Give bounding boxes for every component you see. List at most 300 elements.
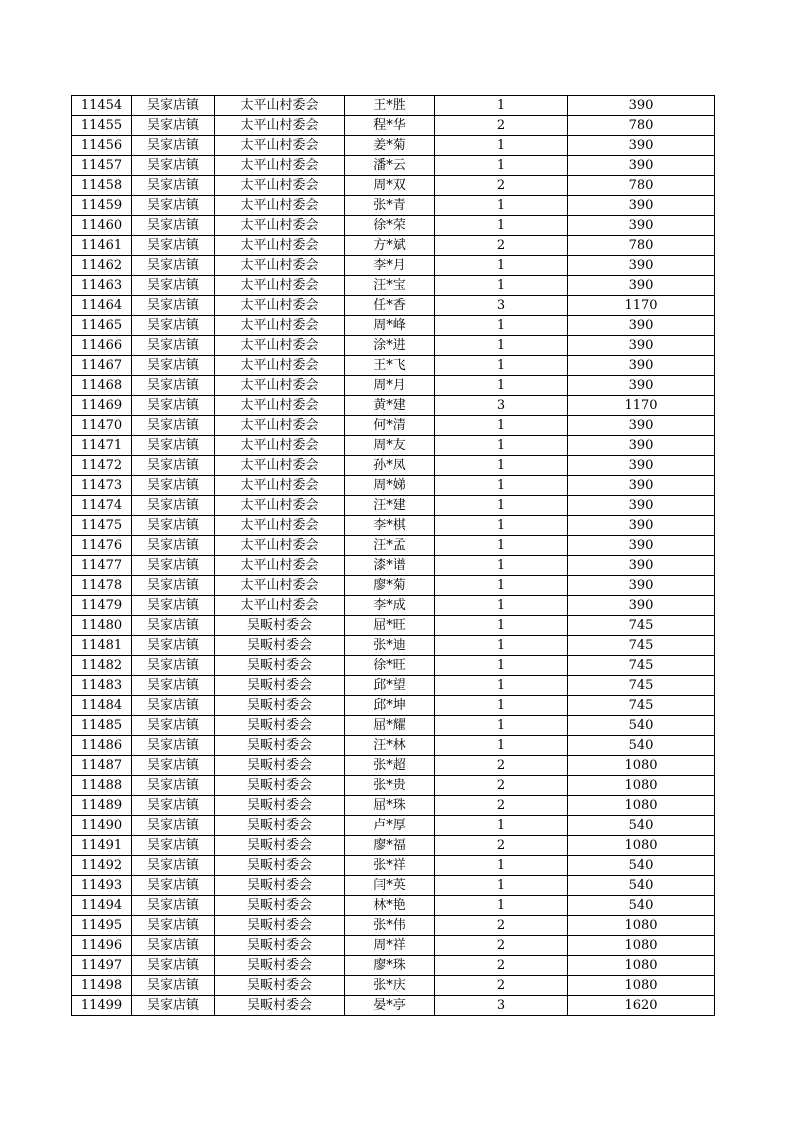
town-cell: 吴家店镇 <box>132 256 215 276</box>
village-committee-cell: 太平山村委会 <box>215 196 345 216</box>
data-table <box>71 95 715 1016</box>
town-cell: 吴家店镇 <box>132 876 215 896</box>
amount-cell: 1170 <box>568 296 715 316</box>
village-committee-cell: 吴畈村委会 <box>215 856 345 876</box>
count-cell: 2 <box>435 796 568 816</box>
village-committee-cell: 吴畈村委会 <box>215 876 345 896</box>
row-number-cell: 11479 <box>72 596 132 616</box>
row-number-cell: 11499 <box>72 996 132 1016</box>
amount-cell: 390 <box>568 556 715 576</box>
person-name-cell: 晏*亭 <box>345 996 435 1016</box>
count-cell: 1 <box>435 336 568 356</box>
person-name-cell: 张*伟 <box>345 916 435 936</box>
person-name-cell: 漆*谱 <box>345 556 435 576</box>
table-row <box>72 556 715 576</box>
table-row <box>72 396 715 416</box>
row-number-cell: 11492 <box>72 856 132 876</box>
table-row <box>72 516 715 536</box>
row-number-cell: 11468 <box>72 376 132 396</box>
town-cell: 吴家店镇 <box>132 976 215 996</box>
amount-cell: 390 <box>568 356 715 376</box>
count-cell: 2 <box>435 116 568 136</box>
row-number-cell: 11484 <box>72 696 132 716</box>
town-cell: 吴家店镇 <box>132 436 215 456</box>
amount-cell: 780 <box>568 236 715 256</box>
row-number-cell: 11480 <box>72 616 132 636</box>
amount-cell: 390 <box>568 576 715 596</box>
amount-cell: 540 <box>568 816 715 836</box>
amount-cell: 745 <box>568 656 715 676</box>
count-cell: 1 <box>435 256 568 276</box>
row-number-cell: 11456 <box>72 136 132 156</box>
table-row <box>72 676 715 696</box>
table-row <box>72 656 715 676</box>
count-cell: 1 <box>435 276 568 296</box>
amount-cell: 1080 <box>568 936 715 956</box>
town-cell: 吴家店镇 <box>132 396 215 416</box>
village-committee-cell: 太平山村委会 <box>215 96 345 116</box>
person-name-cell: 张*祥 <box>345 856 435 876</box>
town-cell: 吴家店镇 <box>132 756 215 776</box>
table-row <box>72 816 715 836</box>
table-row <box>72 216 715 236</box>
town-cell: 吴家店镇 <box>132 456 215 476</box>
village-committee-cell: 太平山村委会 <box>215 296 345 316</box>
count-cell: 2 <box>435 176 568 196</box>
town-cell: 吴家店镇 <box>132 816 215 836</box>
person-name-cell: 周*娣 <box>345 476 435 496</box>
amount-cell: 390 <box>568 216 715 236</box>
amount-cell: 390 <box>568 96 715 116</box>
person-name-cell: 孙*凤 <box>345 456 435 476</box>
person-name-cell: 张*贵 <box>345 776 435 796</box>
count-cell: 1 <box>435 376 568 396</box>
town-cell: 吴家店镇 <box>132 236 215 256</box>
table-row <box>72 796 715 816</box>
count-cell: 1 <box>435 356 568 376</box>
count-cell: 1 <box>435 216 568 236</box>
town-cell: 吴家店镇 <box>132 836 215 856</box>
table-row <box>72 496 715 516</box>
row-number-cell: 11485 <box>72 716 132 736</box>
town-cell: 吴家店镇 <box>132 116 215 136</box>
town-cell: 吴家店镇 <box>132 356 215 376</box>
table-row <box>72 236 715 256</box>
village-committee-cell: 吴畈村委会 <box>215 716 345 736</box>
table-row <box>72 476 715 496</box>
person-name-cell: 张*迪 <box>345 636 435 656</box>
table-body <box>72 96 715 1016</box>
row-number-cell: 11491 <box>72 836 132 856</box>
table-row <box>72 936 715 956</box>
town-cell: 吴家店镇 <box>132 416 215 436</box>
row-number-cell: 11481 <box>72 636 132 656</box>
row-number-cell: 11497 <box>72 956 132 976</box>
count-cell: 2 <box>435 776 568 796</box>
village-committee-cell: 吴畈村委会 <box>215 896 345 916</box>
person-name-cell: 周*峰 <box>345 316 435 336</box>
table-row <box>72 336 715 356</box>
village-committee-cell: 太平山村委会 <box>215 596 345 616</box>
count-cell: 2 <box>435 956 568 976</box>
town-cell: 吴家店镇 <box>132 856 215 876</box>
table-row <box>72 536 715 556</box>
count-cell: 1 <box>435 596 568 616</box>
amount-cell: 390 <box>568 376 715 396</box>
town-cell: 吴家店镇 <box>132 676 215 696</box>
count-cell: 1 <box>435 436 568 456</box>
row-number-cell: 11494 <box>72 896 132 916</box>
person-name-cell: 李*月 <box>345 256 435 276</box>
count-cell: 1 <box>435 516 568 536</box>
count-cell: 1 <box>435 476 568 496</box>
row-number-cell: 11469 <box>72 396 132 416</box>
amount-cell: 1080 <box>568 836 715 856</box>
count-cell: 3 <box>435 996 568 1016</box>
table-row <box>72 856 715 876</box>
town-cell: 吴家店镇 <box>132 736 215 756</box>
count-cell: 1 <box>435 576 568 596</box>
amount-cell: 745 <box>568 616 715 636</box>
amount-cell: 745 <box>568 696 715 716</box>
person-name-cell: 林*艳 <box>345 896 435 916</box>
person-name-cell: 王*飞 <box>345 356 435 376</box>
count-cell: 2 <box>435 916 568 936</box>
table-row <box>72 916 715 936</box>
count-cell: 2 <box>435 756 568 776</box>
table-row <box>72 876 715 896</box>
village-committee-cell: 太平山村委会 <box>215 236 345 256</box>
town-cell: 吴家店镇 <box>132 796 215 816</box>
table-row <box>72 296 715 316</box>
person-name-cell: 涂*进 <box>345 336 435 356</box>
count-cell: 1 <box>435 716 568 736</box>
amount-cell: 390 <box>568 536 715 556</box>
person-name-cell: 邱*坤 <box>345 696 435 716</box>
village-committee-cell: 吴畈村委会 <box>215 956 345 976</box>
count-cell: 2 <box>435 976 568 996</box>
town-cell: 吴家店镇 <box>132 156 215 176</box>
amount-cell: 390 <box>568 496 715 516</box>
village-committee-cell: 太平山村委会 <box>215 336 345 356</box>
amount-cell: 390 <box>568 476 715 496</box>
person-name-cell: 卢*厚 <box>345 816 435 836</box>
amount-cell: 745 <box>568 676 715 696</box>
village-committee-cell: 太平山村委会 <box>215 516 345 536</box>
town-cell: 吴家店镇 <box>132 516 215 536</box>
amount-cell: 1080 <box>568 916 715 936</box>
village-committee-cell: 太平山村委会 <box>215 156 345 176</box>
amount-cell: 540 <box>568 716 715 736</box>
count-cell: 2 <box>435 836 568 856</box>
person-name-cell: 李*成 <box>345 596 435 616</box>
count-cell: 1 <box>435 536 568 556</box>
amount-cell: 390 <box>568 336 715 356</box>
table-row <box>72 316 715 336</box>
amount-cell: 540 <box>568 736 715 756</box>
amount-cell: 1080 <box>568 796 715 816</box>
count-cell: 1 <box>435 316 568 336</box>
row-number-cell: 11462 <box>72 256 132 276</box>
person-name-cell: 徐*荣 <box>345 216 435 236</box>
row-number-cell: 11488 <box>72 776 132 796</box>
person-name-cell: 周*月 <box>345 376 435 396</box>
town-cell: 吴家店镇 <box>132 536 215 556</box>
table-row <box>72 596 715 616</box>
count-cell: 1 <box>435 676 568 696</box>
table-row <box>72 276 715 296</box>
table-row <box>72 736 715 756</box>
count-cell: 1 <box>435 616 568 636</box>
amount-cell: 390 <box>568 276 715 296</box>
table-row <box>72 896 715 916</box>
table-row <box>72 356 715 376</box>
amount-cell: 390 <box>568 196 715 216</box>
row-number-cell: 11478 <box>72 576 132 596</box>
amount-cell: 540 <box>568 876 715 896</box>
row-number-cell: 11490 <box>72 816 132 836</box>
village-committee-cell: 太平山村委会 <box>215 416 345 436</box>
table-row <box>72 456 715 476</box>
count-cell: 1 <box>435 816 568 836</box>
row-number-cell: 11463 <box>72 276 132 296</box>
town-cell: 吴家店镇 <box>132 696 215 716</box>
village-committee-cell: 吴畈村委会 <box>215 836 345 856</box>
table-row <box>72 636 715 656</box>
row-number-cell: 11482 <box>72 656 132 676</box>
row-number-cell: 11472 <box>72 456 132 476</box>
amount-cell: 390 <box>568 136 715 156</box>
count-cell: 1 <box>435 856 568 876</box>
table-row <box>72 256 715 276</box>
count-cell: 2 <box>435 936 568 956</box>
person-name-cell: 汪*林 <box>345 736 435 756</box>
amount-cell: 390 <box>568 456 715 476</box>
village-committee-cell: 太平山村委会 <box>215 316 345 336</box>
person-name-cell: 李*棋 <box>345 516 435 536</box>
village-committee-cell: 吴畈村委会 <box>215 916 345 936</box>
village-committee-cell: 吴畈村委会 <box>215 936 345 956</box>
table-row <box>72 756 715 776</box>
table-row <box>72 996 715 1016</box>
row-number-cell: 11457 <box>72 156 132 176</box>
town-cell: 吴家店镇 <box>132 936 215 956</box>
amount-cell: 1620 <box>568 996 715 1016</box>
village-committee-cell: 太平山村委会 <box>215 136 345 156</box>
village-committee-cell: 太平山村委会 <box>215 396 345 416</box>
town-cell: 吴家店镇 <box>132 956 215 976</box>
count-cell: 1 <box>435 556 568 576</box>
amount-cell: 390 <box>568 256 715 276</box>
village-committee-cell: 太平山村委会 <box>215 256 345 276</box>
amount-cell: 390 <box>568 436 715 456</box>
person-name-cell: 汪*宝 <box>345 276 435 296</box>
row-number-cell: 11467 <box>72 356 132 376</box>
village-committee-cell: 吴畈村委会 <box>215 796 345 816</box>
row-number-cell: 11475 <box>72 516 132 536</box>
table-row <box>72 196 715 216</box>
count-cell: 1 <box>435 196 568 216</box>
village-committee-cell: 太平山村委会 <box>215 436 345 456</box>
person-name-cell: 廖*珠 <box>345 956 435 976</box>
town-cell: 吴家店镇 <box>132 656 215 676</box>
count-cell: 1 <box>435 636 568 656</box>
count-cell: 3 <box>435 296 568 316</box>
person-name-cell: 潘*云 <box>345 156 435 176</box>
count-cell: 1 <box>435 736 568 756</box>
count-cell: 1 <box>435 896 568 916</box>
amount-cell: 390 <box>568 596 715 616</box>
table-row <box>72 436 715 456</box>
person-name-cell: 屈*耀 <box>345 716 435 736</box>
count-cell: 1 <box>435 96 568 116</box>
row-number-cell: 11455 <box>72 116 132 136</box>
town-cell: 吴家店镇 <box>132 636 215 656</box>
town-cell: 吴家店镇 <box>132 576 215 596</box>
row-number-cell: 11460 <box>72 216 132 236</box>
town-cell: 吴家店镇 <box>132 336 215 356</box>
table-row <box>72 176 715 196</box>
table-row <box>72 956 715 976</box>
table-row <box>72 836 715 856</box>
person-name-cell: 汪*孟 <box>345 536 435 556</box>
table-row <box>72 696 715 716</box>
person-name-cell: 王*胜 <box>345 96 435 116</box>
village-committee-cell: 太平山村委会 <box>215 216 345 236</box>
village-committee-cell: 吴畈村委会 <box>215 696 345 716</box>
table-row <box>72 376 715 396</box>
person-name-cell: 周*祥 <box>345 936 435 956</box>
village-committee-cell: 吴畈村委会 <box>215 636 345 656</box>
amount-cell: 390 <box>568 516 715 536</box>
table-row <box>72 776 715 796</box>
amount-cell: 540 <box>568 896 715 916</box>
town-cell: 吴家店镇 <box>132 296 215 316</box>
count-cell: 2 <box>435 236 568 256</box>
town-cell: 吴家店镇 <box>132 316 215 336</box>
town-cell: 吴家店镇 <box>132 276 215 296</box>
amount-cell: 1080 <box>568 776 715 796</box>
row-number-cell: 11464 <box>72 296 132 316</box>
row-number-cell: 11487 <box>72 756 132 776</box>
village-committee-cell: 太平山村委会 <box>215 376 345 396</box>
village-committee-cell: 吴畈村委会 <box>215 756 345 776</box>
count-cell: 1 <box>435 876 568 896</box>
town-cell: 吴家店镇 <box>132 916 215 936</box>
row-number-cell: 11471 <box>72 436 132 456</box>
person-name-cell: 姜*菊 <box>345 136 435 156</box>
amount-cell: 1080 <box>568 956 715 976</box>
village-committee-cell: 吴畈村委会 <box>215 976 345 996</box>
count-cell: 1 <box>435 136 568 156</box>
town-cell: 吴家店镇 <box>132 596 215 616</box>
village-committee-cell: 吴畈村委会 <box>215 736 345 756</box>
town-cell: 吴家店镇 <box>132 896 215 916</box>
count-cell: 3 <box>435 396 568 416</box>
row-number-cell: 11454 <box>72 96 132 116</box>
person-name-cell: 屈*珠 <box>345 796 435 816</box>
town-cell: 吴家店镇 <box>132 196 215 216</box>
town-cell: 吴家店镇 <box>132 136 215 156</box>
row-number-cell: 11465 <box>72 316 132 336</box>
amount-cell: 390 <box>568 316 715 336</box>
table-row <box>72 976 715 996</box>
row-number-cell: 11473 <box>72 476 132 496</box>
table-row <box>72 416 715 436</box>
village-committee-cell: 吴畈村委会 <box>215 776 345 796</box>
person-name-cell: 张*青 <box>345 196 435 216</box>
row-number-cell: 11458 <box>72 176 132 196</box>
row-number-cell: 11466 <box>72 336 132 356</box>
person-name-cell: 程*华 <box>345 116 435 136</box>
row-number-cell: 11496 <box>72 936 132 956</box>
amount-cell: 745 <box>568 636 715 656</box>
village-committee-cell: 太平山村委会 <box>215 536 345 556</box>
row-number-cell: 11470 <box>72 416 132 436</box>
village-committee-cell: 吴畈村委会 <box>215 616 345 636</box>
town-cell: 吴家店镇 <box>132 476 215 496</box>
person-name-cell: 何*清 <box>345 416 435 436</box>
town-cell: 吴家店镇 <box>132 776 215 796</box>
person-name-cell: 张*庆 <box>345 976 435 996</box>
village-committee-cell: 太平山村委会 <box>215 476 345 496</box>
town-cell: 吴家店镇 <box>132 616 215 636</box>
row-number-cell: 11461 <box>72 236 132 256</box>
row-number-cell: 11477 <box>72 556 132 576</box>
count-cell: 1 <box>435 496 568 516</box>
amount-cell: 1080 <box>568 756 715 776</box>
town-cell: 吴家店镇 <box>132 496 215 516</box>
person-name-cell: 黄*建 <box>345 396 435 416</box>
village-committee-cell: 吴畈村委会 <box>215 676 345 696</box>
town-cell: 吴家店镇 <box>132 96 215 116</box>
village-committee-cell: 太平山村委会 <box>215 276 345 296</box>
village-committee-cell: 太平山村委会 <box>215 556 345 576</box>
table-row <box>72 116 715 136</box>
amount-cell: 1170 <box>568 396 715 416</box>
amount-cell: 780 <box>568 176 715 196</box>
person-name-cell: 张*超 <box>345 756 435 776</box>
row-number-cell: 11474 <box>72 496 132 516</box>
amount-cell: 780 <box>568 116 715 136</box>
town-cell: 吴家店镇 <box>132 376 215 396</box>
person-name-cell: 闫*英 <box>345 876 435 896</box>
village-committee-cell: 太平山村委会 <box>215 356 345 376</box>
row-number-cell: 11483 <box>72 676 132 696</box>
person-name-cell: 廖*福 <box>345 836 435 856</box>
row-number-cell: 11498 <box>72 976 132 996</box>
village-committee-cell: 太平山村委会 <box>215 116 345 136</box>
person-name-cell: 邱*望 <box>345 676 435 696</box>
village-committee-cell: 太平山村委会 <box>215 576 345 596</box>
row-number-cell: 11489 <box>72 796 132 816</box>
count-cell: 1 <box>435 416 568 436</box>
count-cell: 1 <box>435 156 568 176</box>
count-cell: 1 <box>435 696 568 716</box>
person-name-cell: 汪*建 <box>345 496 435 516</box>
count-cell: 1 <box>435 656 568 676</box>
person-name-cell: 屈*旺 <box>345 616 435 636</box>
table-row <box>72 616 715 636</box>
village-committee-cell: 吴畈村委会 <box>215 656 345 676</box>
person-name-cell: 周*双 <box>345 176 435 196</box>
table-row <box>72 96 715 116</box>
row-number-cell: 11486 <box>72 736 132 756</box>
row-number-cell: 11476 <box>72 536 132 556</box>
town-cell: 吴家店镇 <box>132 216 215 236</box>
town-cell: 吴家店镇 <box>132 996 215 1016</box>
town-cell: 吴家店镇 <box>132 716 215 736</box>
